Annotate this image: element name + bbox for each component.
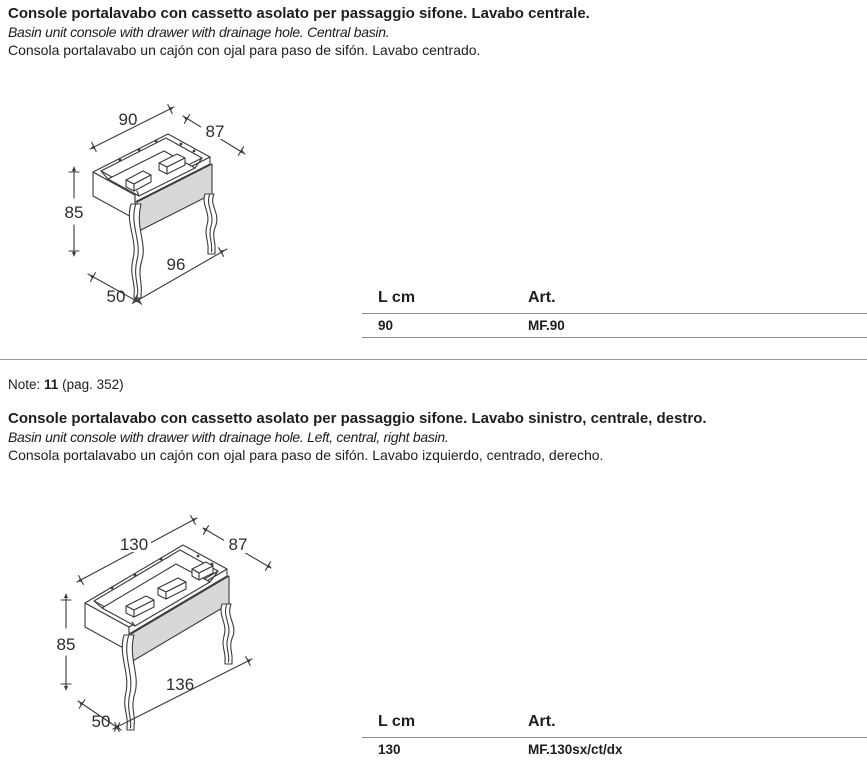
note-number: 11 (44, 377, 59, 392)
dim-label-height: 85 (64, 203, 84, 222)
col-header-length: L cm (378, 713, 416, 730)
dim-label-top-width: 130 (119, 535, 149, 554)
dim-label-bottom-depth: 50 (91, 712, 111, 731)
cell-length: 130 (378, 742, 401, 757)
front-right-leg (221, 604, 234, 664)
dim-label-height: 85 (56, 635, 76, 654)
section-2-title-spanish: Consola portalavabo un cajón con ojal para paso de sifón. Lavabo izquierdo, centrado, derecho. (8, 447, 604, 463)
spec-table-130 (362, 707, 867, 761)
section-1-title-english: Basin unit console with drawer with drainage hole. Central basin. (8, 24, 390, 40)
spec-table-90 (362, 283, 867, 338)
cell-length: 90 (378, 318, 394, 333)
col-header-article: Art. (528, 289, 556, 306)
section-2-title-english: Basin unit console with drawer with drainage hole. Left, central, right basin. (8, 429, 449, 445)
cell-article: MF.130sx/ct/dx (528, 742, 623, 757)
table-row (362, 738, 867, 761)
note-pages: (pag. 352) (62, 377, 124, 392)
note-label: Note: (8, 377, 41, 392)
dim-label-bottom-depth: 50 (106, 287, 126, 306)
section-divider (0, 359, 867, 360)
col-header-length: L cm (378, 289, 416, 306)
front-right-leg (204, 194, 217, 254)
section-2-title-italian: Console portalavabo con cassetto asolato per passaggio sifone. Lavabo sinistro, centrale, destro. (8, 410, 707, 427)
dim-label-top-depth: 87 (228, 535, 248, 554)
dim-label-bottom-width: 96 (166, 255, 186, 274)
section-1-title-italian: Console portalavabo con cassetto asolato per passaggio sifone. Lavabo centrale. (8, 5, 590, 22)
dim-label-top-width: 90 (118, 110, 138, 129)
section-1-title-spanish: Consola portalavabo un cajón con ojal para paso de sifón. Lavabo centrado. (8, 42, 481, 58)
col-header-article: Art. (528, 713, 556, 730)
section-2-text-block (8, 410, 707, 464)
dim-label-bottom-width: 136 (165, 675, 195, 694)
spec-table-header (362, 707, 867, 738)
table-row (362, 314, 867, 338)
technical-drawing-console-90 (58, 92, 273, 312)
technical-drawing-console-130 (46, 506, 296, 741)
spec-table-header (362, 283, 867, 314)
cell-article: MF.90 (528, 318, 565, 333)
dim-label-top-depth: 87 (205, 122, 225, 141)
note-line (8, 377, 124, 392)
section-1-text-block (8, 5, 590, 59)
